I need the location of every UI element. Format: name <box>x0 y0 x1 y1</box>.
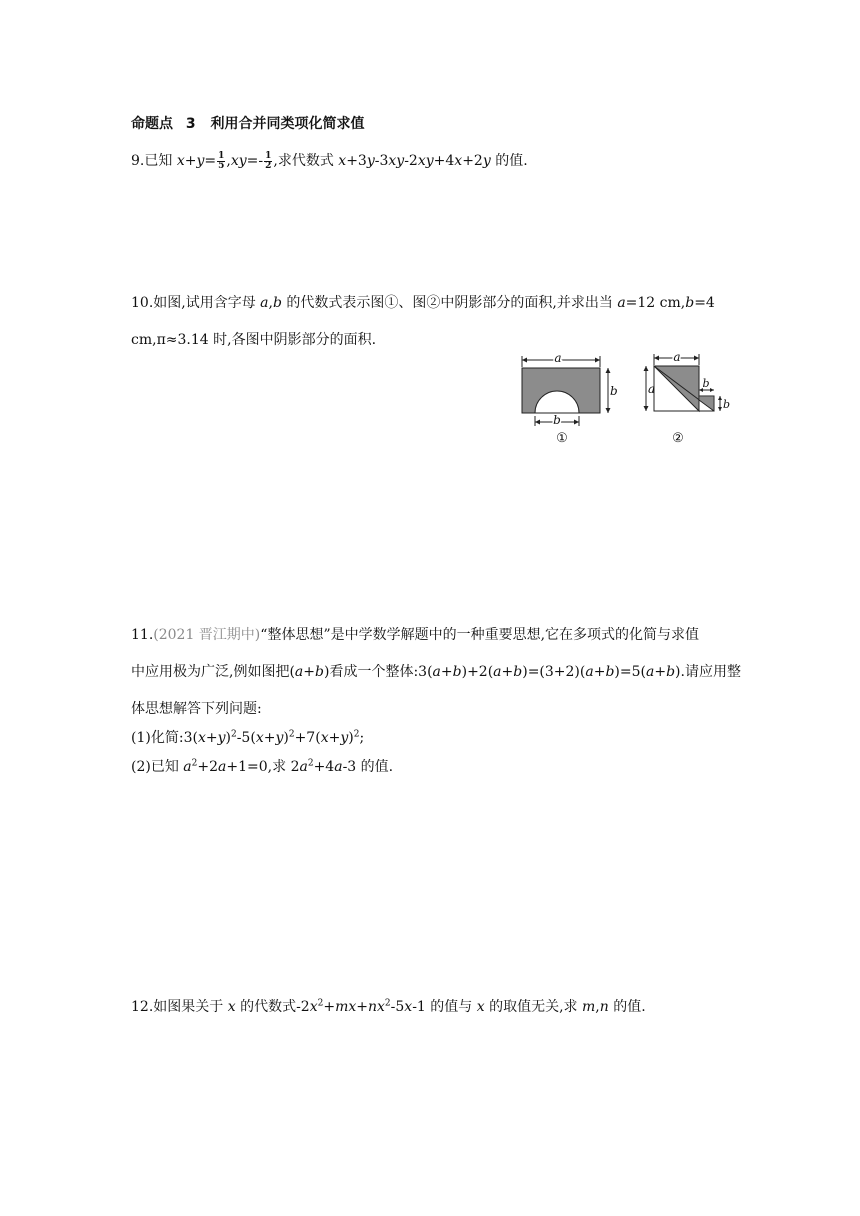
question-11-part-1: (1)化简$:3(x+y)^2-5(x+y)^2+7(x+y)^2$; <box>131 729 365 746</box>
figure-1-label: ① <box>556 431 568 446</box>
question-number: 11. <box>131 627 154 643</box>
question-number: 10. <box>131 295 154 311</box>
fraction: $\frac{1}{5}$ <box>218 150 225 171</box>
question-12: 12.如图果关于 x 的代数式$-2x^2+mx+nx^2-5x-1$ 的值与 x 的取值无关,求 m,n 的值. <box>131 998 646 1015</box>
svg-text:b: b <box>610 384 618 398</box>
shaded-small <box>699 396 714 411</box>
svg-text:a: a <box>554 351 562 365</box>
question-9: 9.已知 x+y= $\frac{1}{5}$ ,xy=- $\frac{1}{2}$ ,求代数式 x+3y-3xy-2xy+4x+2y 的值. <box>131 150 528 171</box>
question-11-line-3: 体思想解答下列问题: <box>131 701 262 717</box>
question-10-line-1: 10.如图,试用含字母 a,b 的代数式表示图①、图②中阴影部分的面积,并求出当 a=12 cm,b=4 <box>131 295 715 311</box>
figure-2 <box>640 350 740 450</box>
question-10-line-2: cm,π≈3.14 时,各图中阴影部分的面积. <box>131 332 377 348</box>
question-number: 12. <box>131 999 154 1015</box>
section-number: 3 <box>185 116 196 132</box>
figure-1 <box>512 350 616 450</box>
svg-text:a: a <box>648 382 656 396</box>
question-11-part-2: (2)已知 $a^2+2a+1=0$,求 $2a^2+4a-3$ 的值. <box>131 758 394 775</box>
figure-2-label: ② <box>672 431 684 446</box>
svg-text:b: b <box>553 413 561 427</box>
section-label: 命题点 <box>131 116 173 132</box>
question-11-line-2: 中应用极为广泛,例如图把(a+b)看成一个整体:3(a+b)+2(a+b)=(3+2)(a+b)=5(a+b).请应用整 <box>131 664 741 680</box>
fraction: $\frac{1}{2}$ <box>265 150 272 171</box>
question-11-line-1: 11.(2021 晋江期中)“整体思想”是中学数学解题中的一种重要思想,它在多项式的化简与求值 <box>131 627 700 643</box>
svg-text:b: b <box>723 398 731 411</box>
question-number: 9. <box>131 153 145 169</box>
section-title: 利用合并同类项化简求值 <box>210 116 365 132</box>
svg-text:a: a <box>673 350 681 364</box>
shaded-triangle-large <box>654 366 699 411</box>
svg-text:b: b <box>702 377 710 390</box>
section-heading <box>131 113 365 133</box>
question-source: (2021 晋江期中) <box>153 627 261 643</box>
